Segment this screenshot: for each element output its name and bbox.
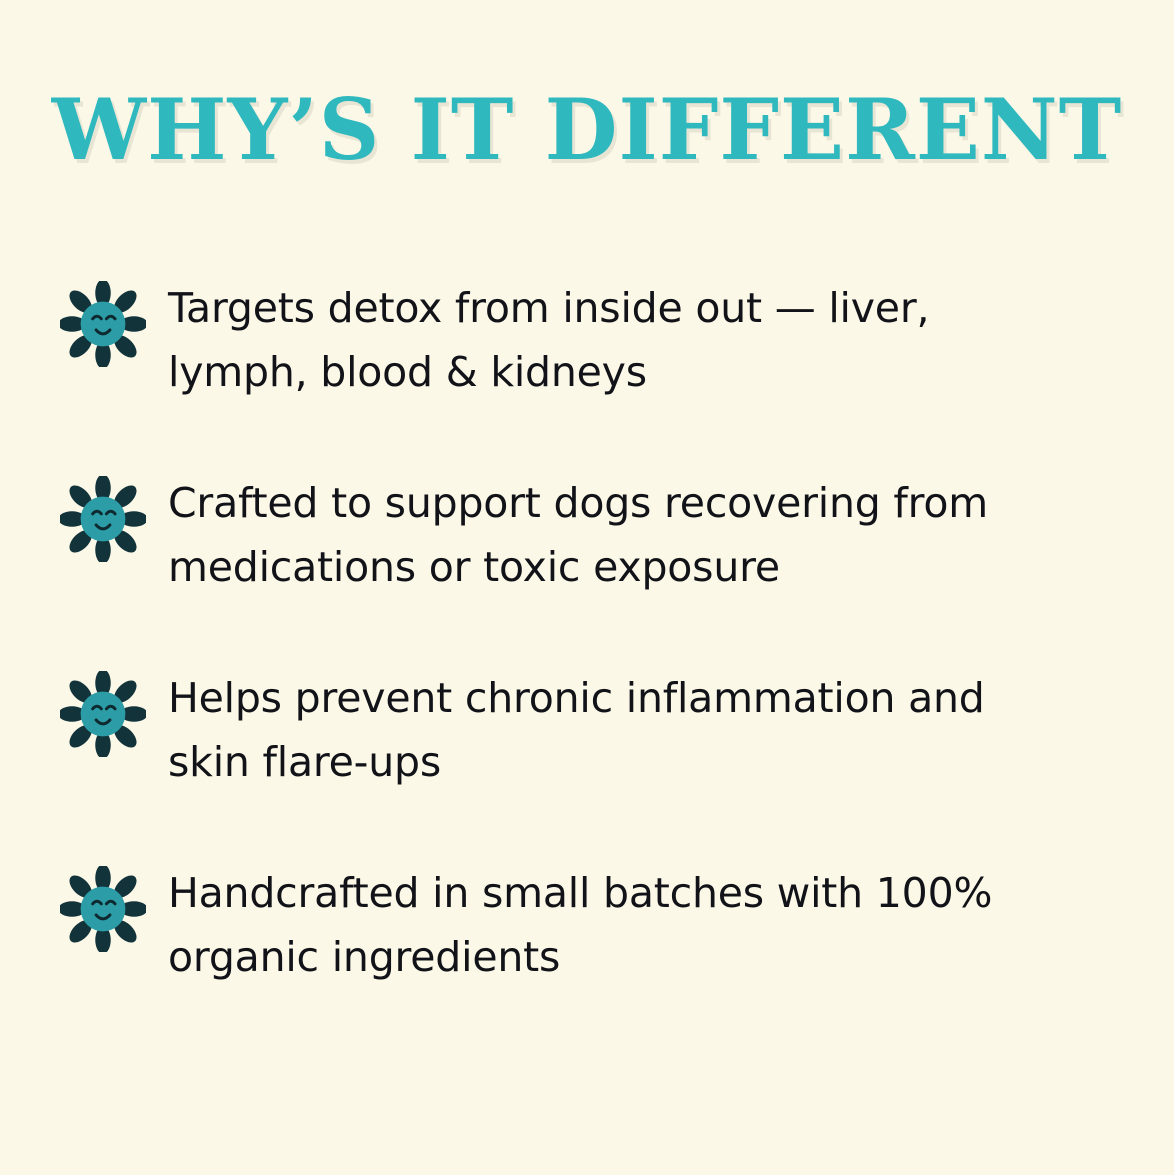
flower-bullet-icon [60,866,146,952]
list-item [60,860,1120,989]
flower-bullet-icon [60,281,146,367]
list-item-text: Crafted to support dogs recovering from medications or toxic exposure [168,479,989,591]
list-item-text: Handcrafted in small batches with 100% organic ingredients [168,869,993,981]
list-item-text: Targets detox from inside out — liver, lymph, blood & kidneys [168,284,930,396]
list-item [60,470,1120,599]
flower-bullet-icon [60,476,146,562]
list-item-text: Helps prevent chronic inflammation and skin flare-ups [168,674,985,786]
page-title: WHY’S IT DIFFERENT [51,80,1123,179]
benefits-list [60,275,1120,989]
list-item [60,665,1120,794]
list-item [60,275,1120,404]
flower-bullet-icon [60,671,146,757]
